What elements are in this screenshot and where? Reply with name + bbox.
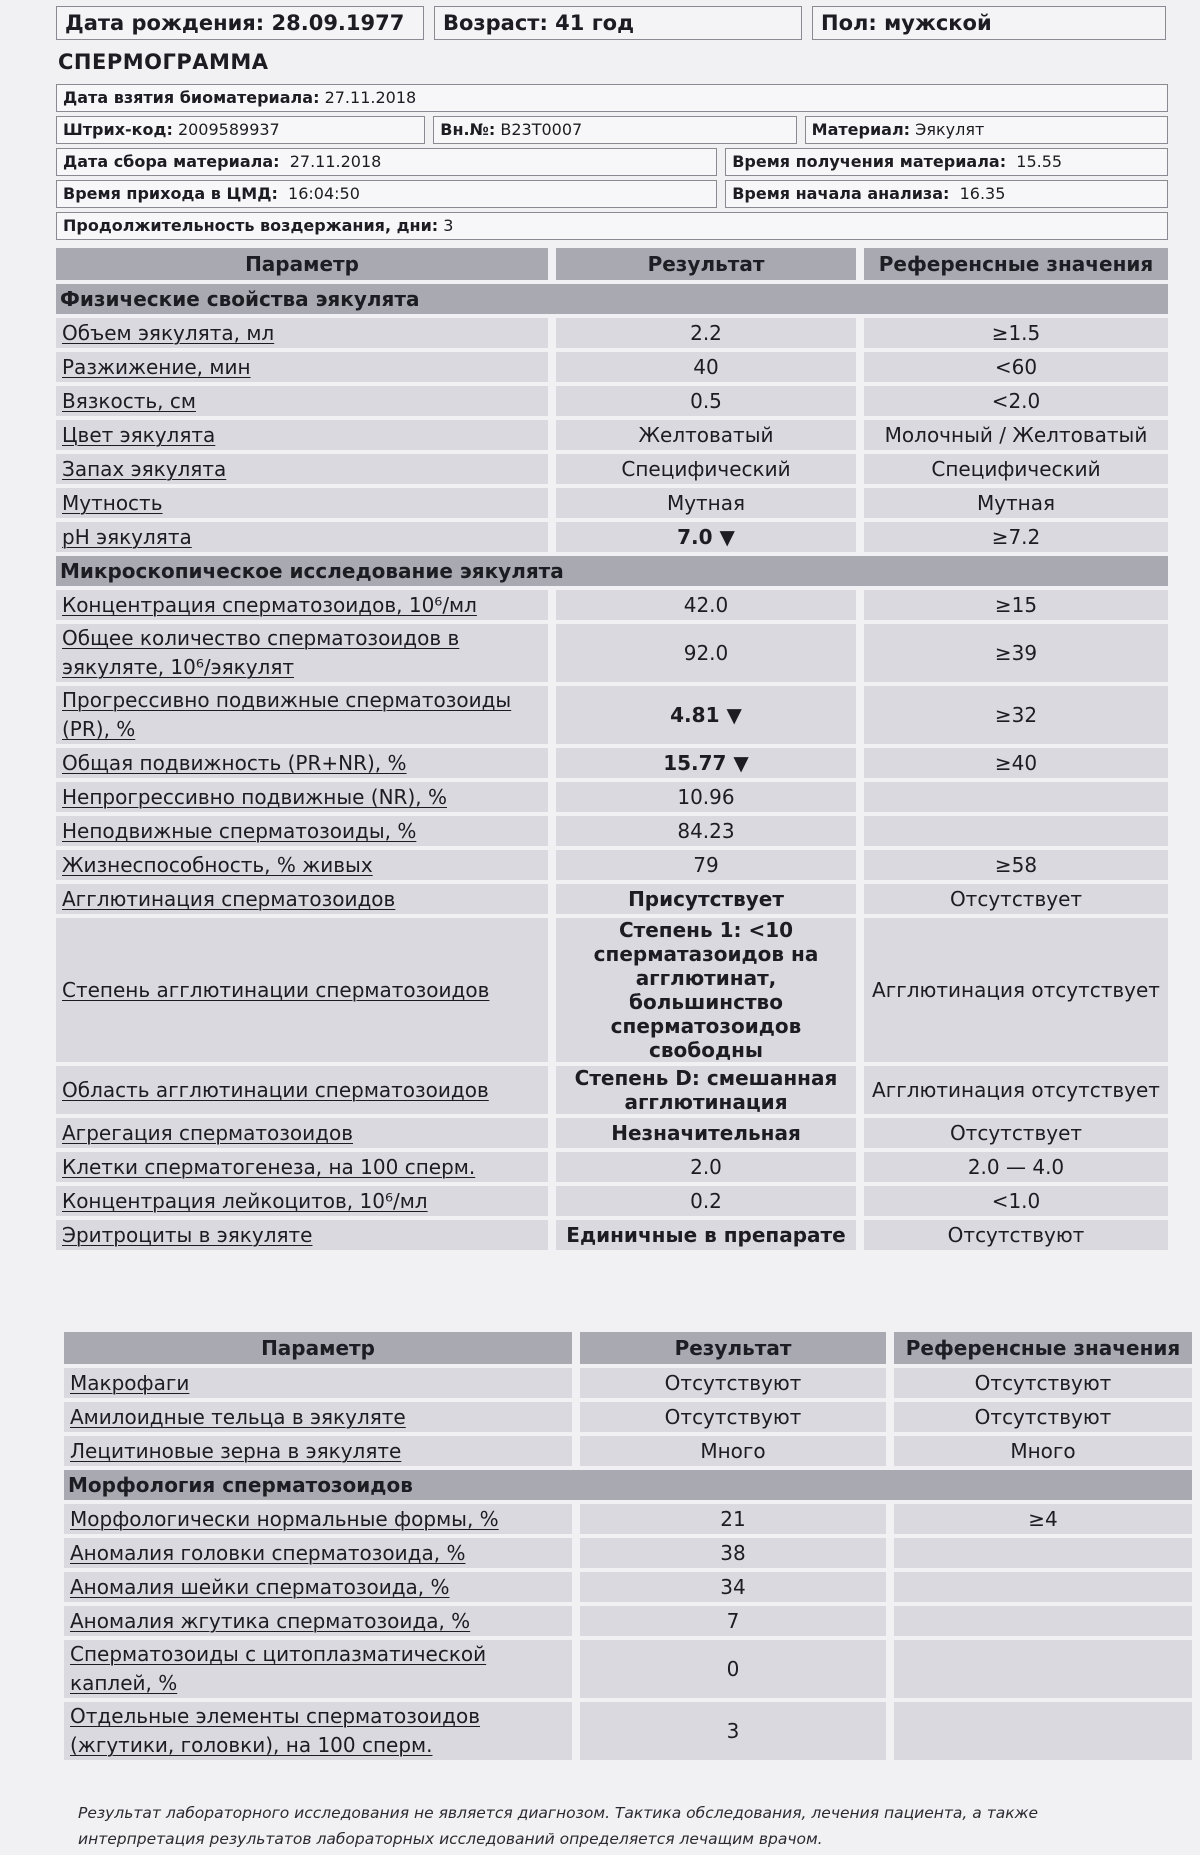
row-reference <box>894 1640 1192 1698</box>
header-parameter: Параметр <box>56 248 548 280</box>
table-row <box>56 386 1168 416</box>
row-parameter: Цвет эякулята <box>56 420 548 450</box>
row-parameter: Запах эякулята <box>56 454 548 484</box>
analysis-start-label: Время начала анализа: <box>732 184 950 203</box>
row-parameter: Общая подвижность (PR+NR), % <box>56 748 548 778</box>
sample-meta <box>56 84 1168 244</box>
table-row <box>64 1606 1192 1636</box>
row-result: 15.77 ▼ <box>556 748 856 778</box>
row-result: Мутная <box>556 488 856 518</box>
row-result: Присутствует <box>556 884 856 914</box>
row-parameter: Аномалия головки сперматозоида, % <box>64 1538 572 1568</box>
table-row <box>56 1220 1168 1250</box>
row-parameter: Макрофаги <box>64 1368 572 1398</box>
row-reference: Молочный / Желтоватый <box>864 420 1168 450</box>
row-parameter: Мутность <box>56 488 548 518</box>
row-reference: <1.0 <box>864 1186 1168 1216</box>
abstinence-box <box>56 212 1168 240</box>
row-parameter: Клетки сперматогенеза, на 100 сперм. <box>56 1152 548 1182</box>
row-parameter: Аномалия шейки сперматозоида, % <box>64 1572 572 1602</box>
row-parameter: Прогрессивно подвижные сперматозоиды (PR), % <box>56 686 548 744</box>
row-result: 7.0 ▼ <box>556 522 856 552</box>
table-row <box>56 1186 1168 1216</box>
row-reference <box>894 1538 1192 1568</box>
row-result: Степень 1: <10 спермaтазоидов на агглютинат, большинство сперматозоидов свободны <box>556 918 856 1062</box>
row-result: Незначительная <box>556 1118 856 1148</box>
row-parameter: Жизнеспособность, % живых <box>56 850 548 880</box>
results-table-main <box>56 244 1168 1254</box>
table-row <box>56 686 1168 744</box>
table-row <box>56 884 1168 914</box>
table-row <box>56 1152 1168 1182</box>
row-reference: ≥39 <box>864 624 1168 682</box>
row-reference: Отсутствует <box>864 1118 1168 1148</box>
row-result: Степень D: смешанная агглютинация <box>556 1066 856 1114</box>
table-row <box>56 488 1168 518</box>
header2-parameter: Параметр <box>64 1332 572 1364</box>
sample-date-label: Дата взятия биоматериала: <box>63 88 320 107</box>
row-result: 2.0 <box>556 1152 856 1182</box>
row-result: 4.81 ▼ <box>556 686 856 744</box>
table-row <box>64 1368 1192 1398</box>
document-title: СПЕРМОГРАММА <box>58 50 269 74</box>
results-table-secondary <box>64 1328 1192 1764</box>
row-parameter: Морфологически нормальные формы, % <box>64 1504 572 1534</box>
row-reference <box>864 816 1168 846</box>
material-value: Эякулят <box>915 120 985 139</box>
header2-reference: Референсные значения <box>894 1332 1192 1364</box>
table-row <box>56 1118 1168 1148</box>
row-parameter: Концентрация сперматозоидов, 10⁶/мл <box>56 590 548 620</box>
row-parameter: Вязкость, см <box>56 386 548 416</box>
section-title: Физические свойства эякулята <box>56 284 1168 314</box>
row-result: 0 <box>580 1640 886 1698</box>
row-result: 34 <box>580 1572 886 1602</box>
row-result: Много <box>580 1436 886 1466</box>
patient-dob: Дата рождения: 28.09.1977 <box>56 6 424 40</box>
analysis-start-value: 16.35 <box>959 184 1006 203</box>
row-reference: Мутная <box>864 488 1168 518</box>
section-header <box>64 1470 1192 1500</box>
header-reference: Референсные значения <box>864 248 1168 280</box>
table-row <box>56 918 1168 1062</box>
main-table-body <box>56 284 1168 1250</box>
row-reference: Много <box>894 1436 1192 1466</box>
table-row <box>56 816 1168 846</box>
row-reference <box>894 1606 1192 1636</box>
collect-date-value: 27.11.2018 <box>289 152 382 171</box>
header-result: Результат <box>556 248 856 280</box>
material-label: Материал: <box>811 120 911 139</box>
analysis-start-box <box>725 180 1168 208</box>
row-parameter: Общее количество сперматозоидов в эякуляте, 10⁶/эякулят <box>56 624 548 682</box>
table-row <box>64 1572 1192 1602</box>
row-result: Желтоватый <box>556 420 856 450</box>
row-result: 2.2 <box>556 318 856 348</box>
row-reference: Отсутствуют <box>894 1402 1192 1432</box>
row-reference: ≥15 <box>864 590 1168 620</box>
row-result: 0.2 <box>556 1186 856 1216</box>
row-parameter: pH эякулята <box>56 522 548 552</box>
table-row <box>56 782 1168 812</box>
barcode-label: Штрих-код: <box>63 120 173 139</box>
collect-date-label: Дата сбора материала: <box>63 152 280 171</box>
arrival-value: 16:04:50 <box>288 184 360 203</box>
collect-date-box <box>56 148 717 176</box>
row-parameter: Объем эякулята, мл <box>56 318 548 348</box>
row-parameter: Эритроциты в эякуляте <box>56 1220 548 1250</box>
row-result: 3 <box>580 1702 886 1760</box>
row-result: 21 <box>580 1504 886 1534</box>
table-row <box>64 1436 1192 1466</box>
section-title: Морфология сперматозоидов <box>64 1470 1192 1500</box>
barcode-value: 2009589937 <box>177 120 280 139</box>
row-reference: ≥40 <box>864 748 1168 778</box>
section-header <box>56 556 1168 586</box>
sample-date-box <box>56 84 1168 112</box>
row-reference: 2.0 — 4.0 <box>864 1152 1168 1182</box>
row-result: 84.23 <box>556 816 856 846</box>
row-reference: Агглютинация отсутствует <box>864 918 1168 1062</box>
row-reference: Агглютинация отсутствует <box>864 1066 1168 1114</box>
receive-time-box <box>725 148 1168 176</box>
receive-time-label: Время получения материала: <box>732 152 1007 171</box>
patient-info-bar <box>56 6 1166 42</box>
row-reference <box>894 1702 1192 1760</box>
row-reference: ≥58 <box>864 850 1168 880</box>
abstinence-value: 3 <box>443 216 454 235</box>
material-box <box>805 116 1168 144</box>
table-row <box>56 318 1168 348</box>
row-result: Отсутствуют <box>580 1368 886 1398</box>
row-parameter: Амилоидные тельца в эякуляте <box>64 1402 572 1432</box>
row-parameter: Аномалия жгутика сперматозоида, % <box>64 1606 572 1636</box>
row-reference: Отсутствуют <box>894 1368 1192 1398</box>
row-reference <box>894 1572 1192 1602</box>
row-result: 0.5 <box>556 386 856 416</box>
abstinence-label: Продолжительность воздержания, дни: <box>63 216 439 235</box>
sample-date-value: 27.11.2018 <box>324 88 417 107</box>
arrival-box <box>56 180 717 208</box>
table-row <box>64 1640 1192 1698</box>
row-result: 10.96 <box>556 782 856 812</box>
row-result: Единичные в препарате <box>556 1220 856 1250</box>
row-result: 42.0 <box>556 590 856 620</box>
table-row <box>56 454 1168 484</box>
row-parameter: Непрогрессивно подвижные (NR), % <box>56 782 548 812</box>
row-result: Отсутствуют <box>580 1402 886 1432</box>
table-row <box>64 1402 1192 1432</box>
row-result: 7 <box>580 1606 886 1636</box>
inner-no-value: B23T0007 <box>500 120 583 139</box>
row-parameter: Сперматозоиды с цитоплазматической каплей, % <box>64 1640 572 1698</box>
row-parameter: Разжижение, мин <box>56 352 548 382</box>
table-row <box>64 1538 1192 1568</box>
row-reference: Отсутствуют <box>864 1220 1168 1250</box>
patient-sex: Пол: мужской <box>812 6 1166 40</box>
receive-time-value: 15.55 <box>1016 152 1063 171</box>
row-reference: ≥1.5 <box>864 318 1168 348</box>
row-result: 40 <box>556 352 856 382</box>
row-reference: ≥7.2 <box>864 522 1168 552</box>
row-parameter: Лецитиновые зерна в эякуляте <box>64 1436 572 1466</box>
table-row <box>56 590 1168 620</box>
row-reference: <2.0 <box>864 386 1168 416</box>
row-parameter: Область агглютинации сперматозоидов <box>56 1066 548 1114</box>
table-row <box>56 748 1168 778</box>
row-result: 79 <box>556 850 856 880</box>
row-parameter: Агрегация сперматозоидов <box>56 1118 548 1148</box>
row-reference: <60 <box>864 352 1168 382</box>
disclaimer-footer: Результат лабораторного исследования не является диагнозом. Тактика обследования, лечения пациента, а также интерпретация результатов лабораторных исследований определяется лечащим врачом. <box>78 1804 1039 1848</box>
table-row <box>56 850 1168 880</box>
table-row <box>64 1702 1192 1760</box>
row-reference: Отсутствует <box>864 884 1168 914</box>
row-result: Специфический <box>556 454 856 484</box>
row-parameter: Степень агглютинации сперматозоидов <box>56 918 548 1062</box>
header2-result: Результат <box>580 1332 886 1364</box>
row-reference: ≥4 <box>894 1504 1192 1534</box>
section-header <box>56 284 1168 314</box>
table-row <box>56 352 1168 382</box>
inner-no-label: Вн.№: <box>440 120 496 139</box>
row-parameter: Отдельные элементы сперматозоидов (жгутики, головки), на 100 сперм. <box>64 1702 572 1760</box>
inner-no-box <box>433 116 796 144</box>
patient-age: Возраст: 41 год <box>434 6 802 40</box>
arrival-label: Время прихода в ЦМД: <box>63 184 278 203</box>
row-parameter: Агглютинация сперматозоидов <box>56 884 548 914</box>
row-reference: Специфический <box>864 454 1168 484</box>
secondary-table-body <box>64 1368 1192 1760</box>
row-result: 38 <box>580 1538 886 1568</box>
table-row <box>56 1066 1168 1114</box>
row-parameter: Концентрация лейкоцитов, 10⁶/мл <box>56 1186 548 1216</box>
row-result: 92.0 <box>556 624 856 682</box>
table-row <box>56 624 1168 682</box>
row-reference: ≥32 <box>864 686 1168 744</box>
table-row <box>64 1504 1192 1534</box>
section-title: Микроскопическое исследование эякулята <box>56 556 1168 586</box>
table-row <box>56 522 1168 552</box>
row-parameter: Неподвижные сперматозоиды, % <box>56 816 548 846</box>
barcode-box <box>56 116 425 144</box>
row-reference <box>864 782 1168 812</box>
table-row <box>56 420 1168 450</box>
